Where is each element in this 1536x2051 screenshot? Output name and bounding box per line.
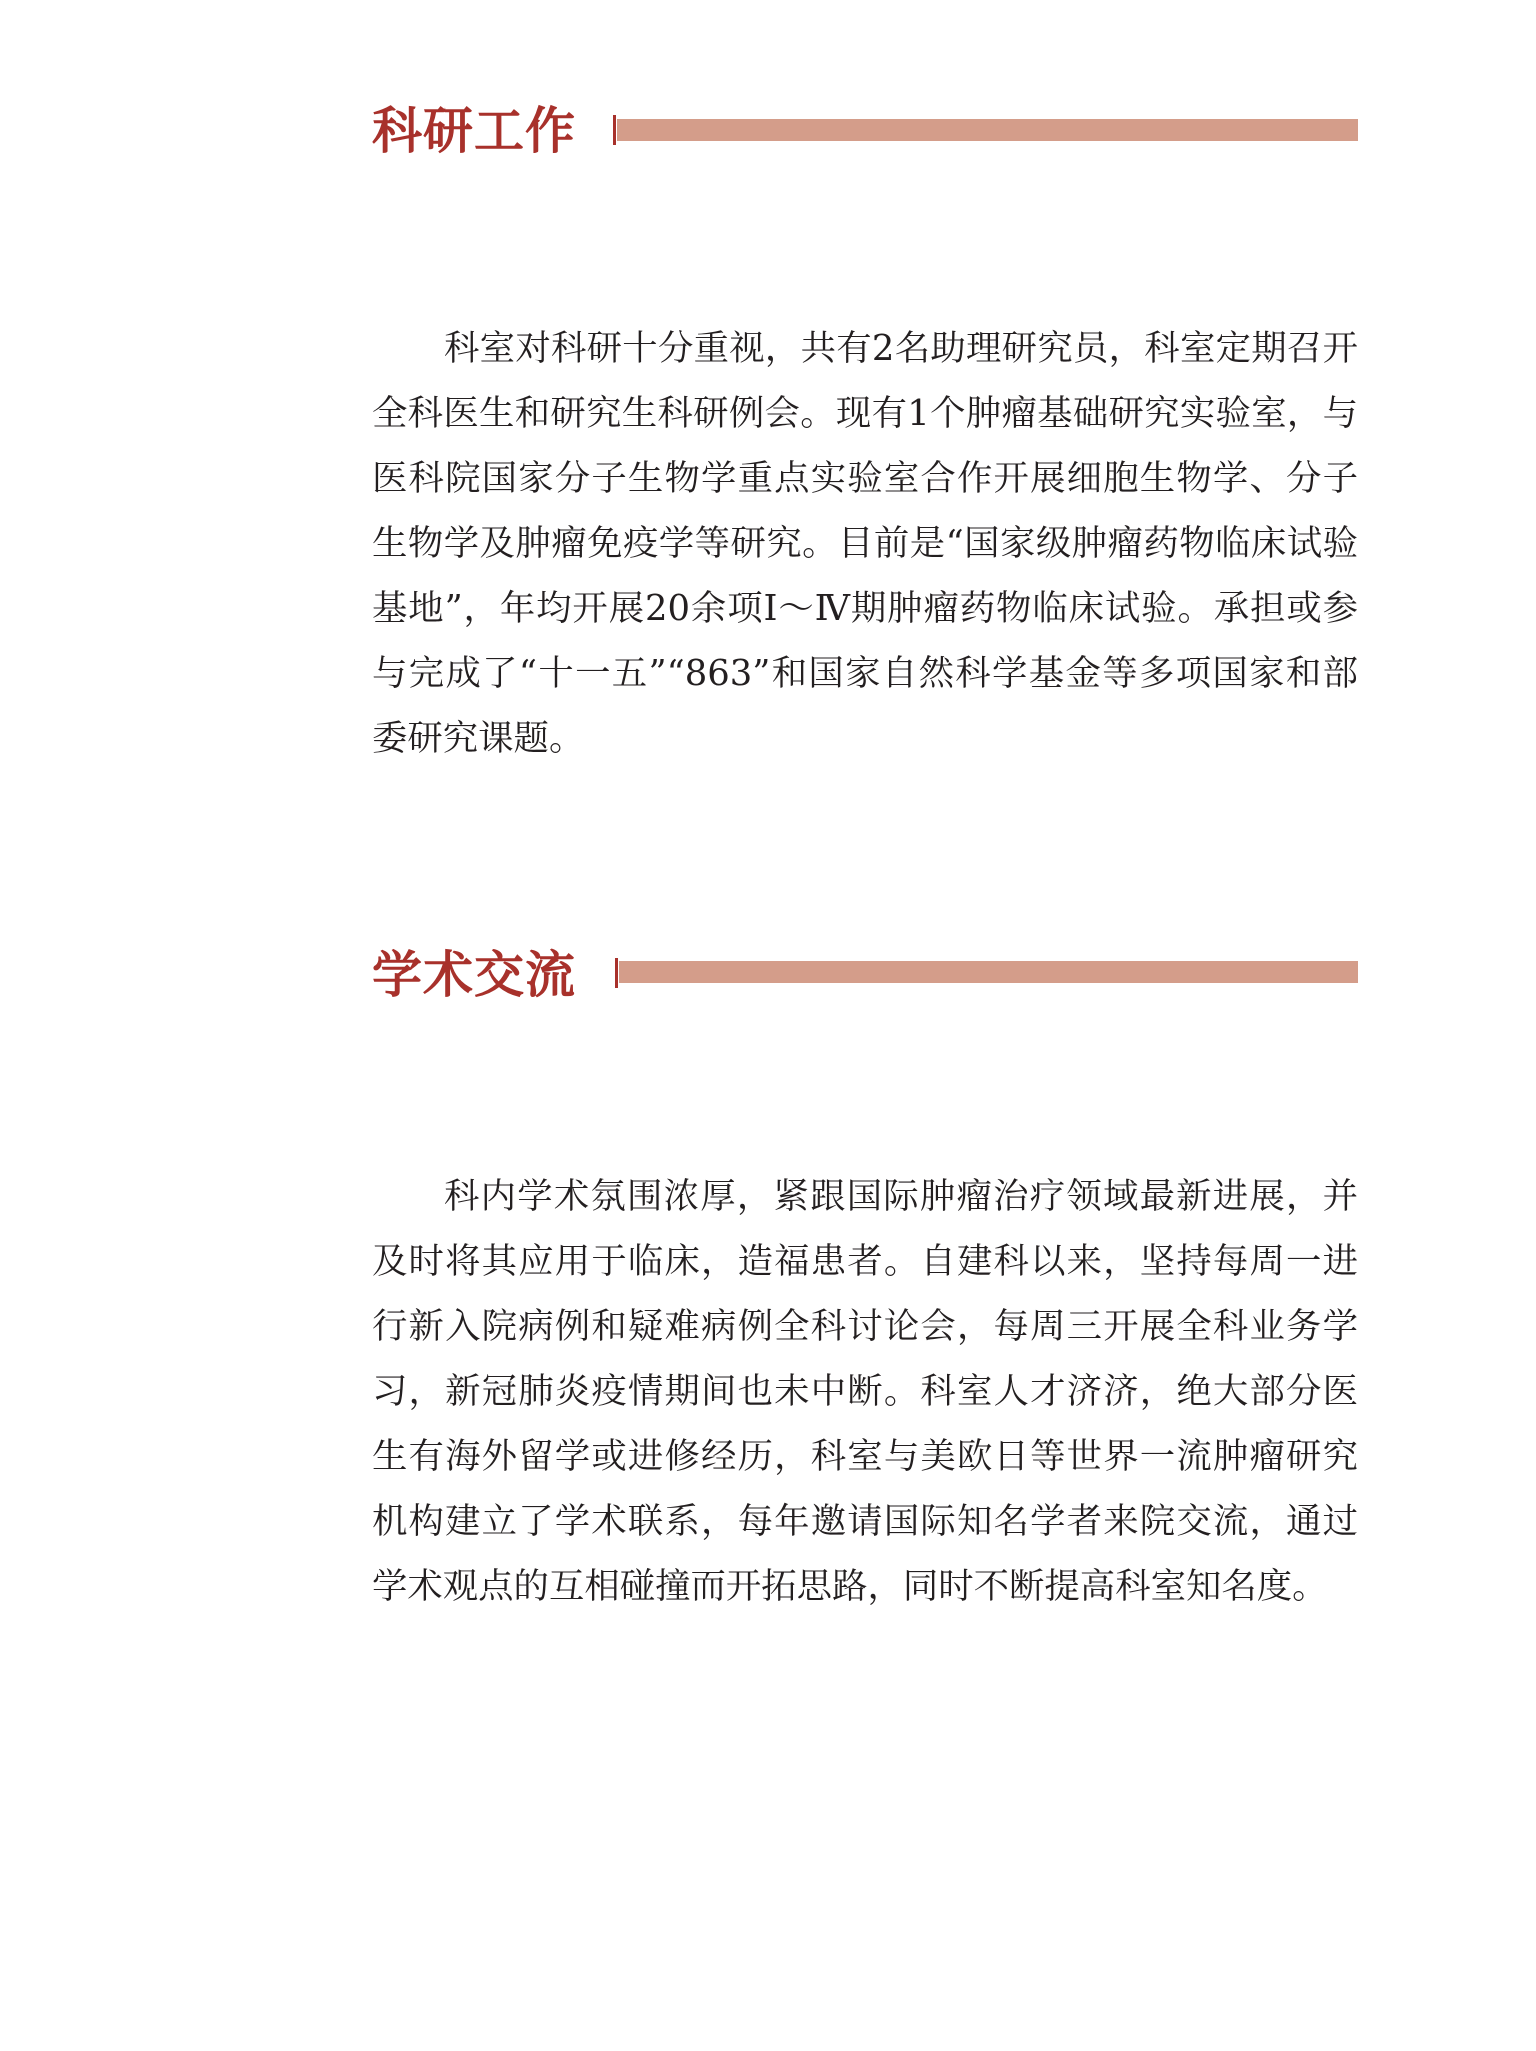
section-body-text: 科室对科研十分重视，共有2名助理研究员，科室定期召开全科医生和研究生科研例会。现有1个肿瘤基础研究实验室，与医科院国家分子生物学重点实验室合作开展细胞生物学、分子生物学及肿瘤免疫学等研究。目前是“国家级肿瘤药物临床试验基地”，年均开展20余项Ⅰ～Ⅳ期肿瘤药物临床试验。承担或参与完成了“十一五”“863”和国家自然科学基金等多项国家和部委研究课题。	[372, 328, 1358, 759]
section-title: 学术交流	[372, 945, 576, 1004]
section-academic-exchange	[372, 940, 1358, 1619]
title-decorative-bar	[617, 119, 1358, 141]
title-tick-divider	[615, 958, 618, 988]
section-header	[372, 940, 1358, 1010]
title-tick-divider	[613, 115, 616, 145]
section-header	[372, 96, 1358, 166]
section-title: 科研工作	[372, 101, 576, 160]
section-research	[372, 96, 1358, 771]
section-body-text: 科内学术氛围浓厚，紧跟国际肿瘤治疗领域最新进展，并及时将其应用于临床，造福患者。自建科以来，坚持每周一进行新入院病例和疑难病例全科讨论会，每周三开展全科业务学习，新冠肺炎疫情期间也未中断。科室人才济济，绝大部分医生有海外留学或进修经历，科室与美欧日等世界一流肿瘤研究机构建立了学术联系，每年邀请国际知名学者来院交流，通过学术观点的互相碰撞而开拓思路，同时不断提高科室知名度。	[372, 1176, 1358, 1607]
title-decorative-bar	[619, 961, 1358, 983]
